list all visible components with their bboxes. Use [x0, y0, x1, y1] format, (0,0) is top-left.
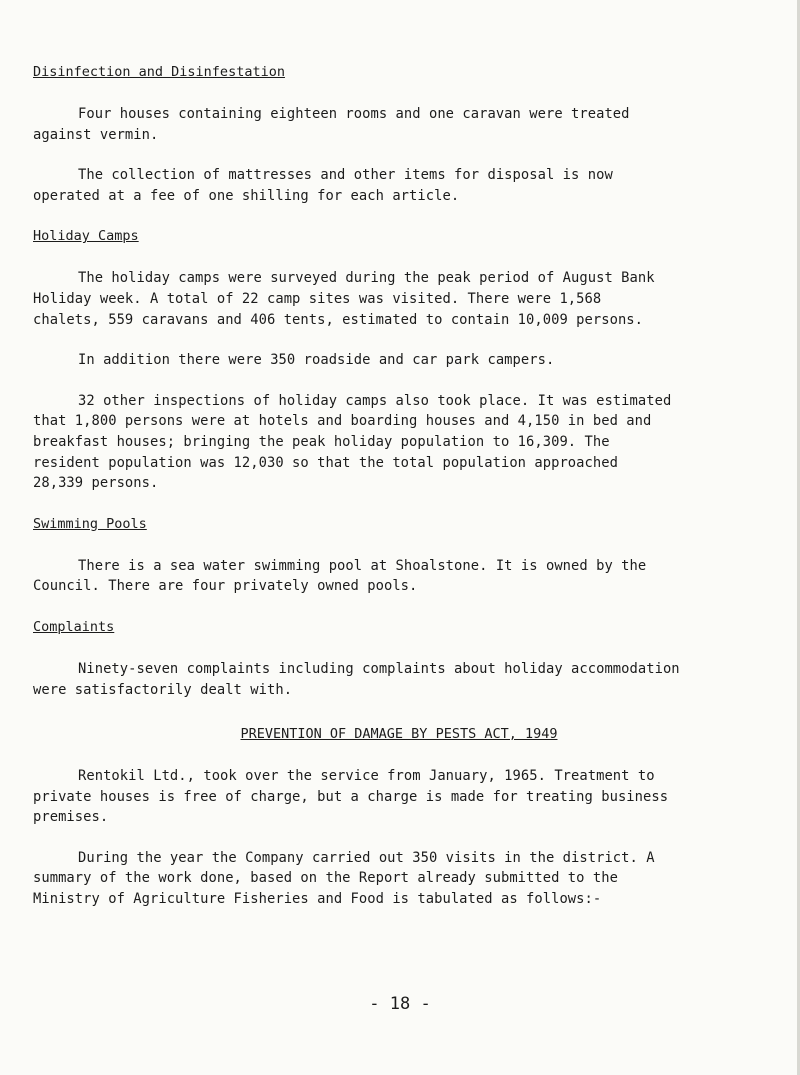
paragraph-company-visits: During the year the Company carried out 350 visits in the district. A summary of the work done, based on the Report already submitted to the Ministry of Agriculture Fisheries and Food is tabulated as follows:- — [33, 849, 655, 908]
section-heading-complaints: Complaints — [33, 618, 115, 635]
paragraph-vermin-treatment: Four houses containing eighteen rooms and one caravan were treated against vermin. — [33, 106, 630, 143]
paragraph-roadside-campers: In addition there were 350 roadside and car park campers. — [78, 352, 555, 369]
paragraph-swimming-pools: There is a sea water swimming pool at Shoalstone. It is owned by the Council. There are four privately owned pools. — [33, 557, 647, 595]
act-heading: PREVENTION OF DAMAGE BY PESTS ACT, 1949 — [240, 726, 558, 743]
section-heading-holiday-camps: Holiday Camps — [33, 228, 139, 245]
document-page — [33, 62, 765, 910]
paragraph-complaints: Ninety-seven complaints including complaints about holiday accommodation were satisfactorily dealt with. — [33, 660, 680, 698]
paragraph-mattress-collection: The collection of mattresses and other items for disposal is now operated at a fee of one shilling for each article. — [33, 167, 613, 204]
page-number: - 18 - — [369, 994, 431, 1014]
paragraph-peak-population: 32 other inspections of holiday camps also took place. It was estimated that 1,800 persons were at hotels and boarding houses and 4,150 in bed and breakfast houses; bringing the peak holiday population to 16,309. The resident population was 12,030 so that the total population approached 28,339 persons. — [33, 392, 672, 492]
section-heading-disinfection: Disinfection and Disinfestation — [33, 64, 285, 80]
section-heading-swimming-pools: Swimming Pools — [33, 515, 147, 532]
paragraph-rentokil-service: Rentokil Ltd., took over the service from January, 1965. Treatment to private houses is free of charge, but a charge is made for treating business premises. — [33, 768, 669, 826]
paragraph-camp-survey: The holiday camps were surveyed during the peak period of August Bank Holiday week. A total of 22 camp sites was visited. There were 1,568 chalets, 559 caravans and 406 tents, estimated to contain 10,009 persons. — [33, 270, 655, 328]
